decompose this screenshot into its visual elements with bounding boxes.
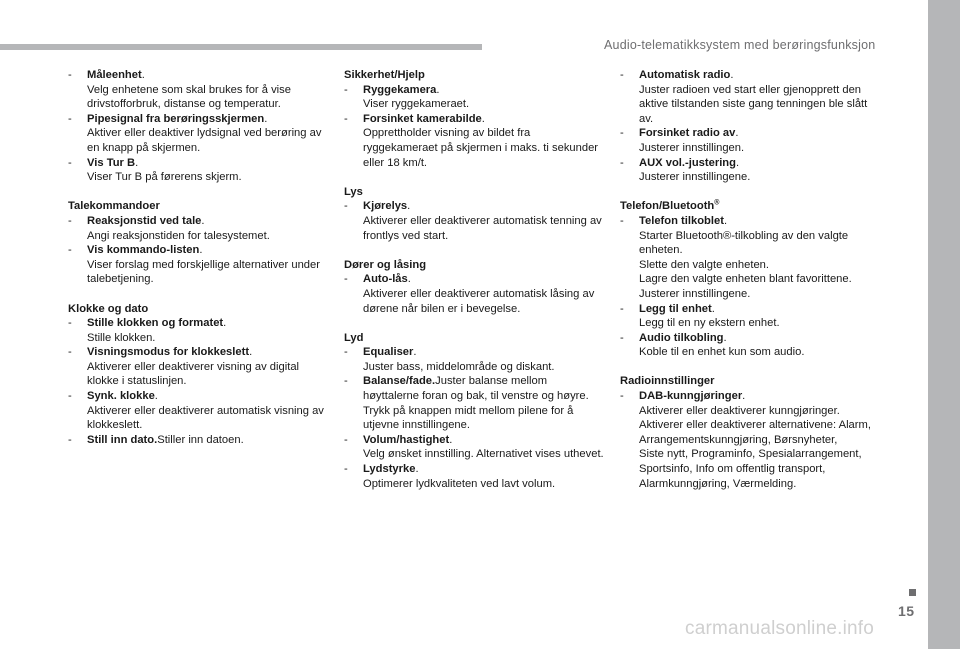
setting-item-description: Siste nytt, Programinfo, Spesialarrangement, (639, 448, 862, 461)
setting-item-suffix: . (415, 463, 419, 476)
bullet-dash: - (68, 244, 72, 257)
settings-section (344, 258, 610, 316)
bullet-dash: - (344, 200, 348, 213)
bullet-dash: - (68, 156, 72, 169)
settings-section (344, 68, 610, 170)
setting-item-title: Equaliser (363, 346, 414, 359)
setting-item-title: Ryggekamera (363, 83, 437, 96)
setting-item-suffix: . (711, 302, 715, 315)
setting-item-description: Opprettholder visning av bildet fra (363, 127, 531, 140)
setting-item-description: ryggekameraet på skjermen i maks. ti sekunder (363, 141, 599, 154)
setting-item-title: Balanse/fade. (363, 375, 436, 388)
setting-item (68, 345, 333, 389)
setting-item-title: Still inn dato. (87, 433, 158, 446)
setting-item-heading (639, 214, 888, 229)
setting-item-description: Aktiverer eller deaktiverer automatisk visning av (87, 404, 324, 417)
setting-item (344, 433, 610, 462)
setting-item-heading (87, 389, 333, 404)
section-title (344, 331, 610, 346)
setting-item-title: AUX vol.-justering (639, 156, 736, 169)
setting-item-description: drivstofforbruk, distanse og temperatur. (87, 98, 281, 111)
bullet-dash: - (344, 433, 348, 446)
settings-section (68, 199, 333, 287)
setting-item-title: Volum/hastighet (363, 433, 450, 446)
setting-item-heading (639, 331, 888, 346)
setting-item-suffix: . (407, 200, 411, 213)
setting-item-title: Telefon tilkoblet (639, 214, 724, 227)
column-1 (68, 68, 333, 462)
setting-item-description: talebetjening. (87, 273, 154, 286)
setting-item (344, 374, 610, 432)
bullet-dash: - (344, 112, 348, 125)
setting-item-description: Legg til en ny ekstern enhet. (639, 317, 780, 330)
setting-item-heading (87, 345, 333, 360)
setting-item-title: Vis kommando-listen (87, 244, 200, 257)
bullet-dash: - (68, 69, 72, 81)
setting-item-suffix: . (449, 433, 453, 446)
setting-item-suffix: . (407, 273, 411, 286)
setting-item-description: Stille klokken. (87, 331, 156, 344)
setting-item (620, 126, 888, 155)
setting-item (68, 112, 333, 156)
settings-section (68, 68, 333, 185)
setting-item-suffix: Stiller inn datoen. (157, 433, 244, 446)
setting-item-description: aktive tilstanden siste gang tenningen ble slått (639, 98, 868, 111)
setting-item-description: Aktiverer eller deaktiverer automatisk låsing av (363, 287, 595, 300)
setting-item (344, 112, 610, 170)
column-3 (620, 68, 888, 506)
setting-item-description: Aktiverer eller deaktiverer visning av digital (87, 360, 300, 373)
setting-item-heading (87, 112, 333, 127)
setting-item-title: Forsinket radio av (639, 127, 736, 140)
setting-item-description: Juster radioen ved start eller gjenopprett den (639, 83, 862, 96)
setting-item-heading (363, 112, 610, 127)
setting-item-suffix: . (141, 69, 145, 81)
section-title-text: Lyd (344, 331, 364, 344)
setting-item-description: frontlys ved start. (363, 229, 449, 242)
setting-item-suffix: . (723, 331, 727, 344)
setting-item (68, 243, 333, 287)
setting-item (344, 462, 610, 491)
setting-item-description: Velg ønsket innstilling. Alternativet vises uthevet. (363, 448, 604, 461)
setting-item (620, 331, 888, 360)
setting-item-heading (363, 374, 610, 389)
bullet-dash: - (344, 375, 348, 388)
setting-item-description: Sportsinfo, Info om offentlig transport, (639, 463, 826, 476)
setting-item-description: Angi reaksjonstiden for talesystemet. (87, 229, 270, 242)
setting-item-title: Auto-lås (363, 273, 408, 286)
setting-item-heading (639, 126, 888, 141)
setting-item-description: Justerer innstillingene. (639, 171, 751, 184)
setting-item-suffix: . (135, 156, 139, 169)
bullet-dash: - (620, 69, 624, 81)
setting-item-description: av. (639, 112, 654, 125)
setting-item-suffix: Juster balanse mellom (435, 375, 548, 388)
setting-item-heading (363, 272, 610, 287)
setting-item-suffix: . (413, 346, 417, 359)
setting-item (344, 83, 610, 112)
setting-item-description: enheten. (639, 244, 683, 257)
setting-item-description: Justerer innstillingen. (639, 141, 745, 154)
section-title (68, 302, 333, 317)
setting-item-description: Viser Tur B på førerens skjerm. (87, 171, 242, 184)
bullet-dash: - (620, 390, 624, 403)
setting-item-description: Viser ryggekameraet. (363, 98, 470, 111)
setting-item-suffix: . (735, 127, 739, 140)
section-title-text: Talekommandoer (68, 200, 160, 213)
setting-item (344, 272, 610, 316)
setting-item-description: eller 18 km/t. (363, 156, 428, 169)
setting-item-description: Justerer innstillingene. (639, 287, 751, 300)
bullet-dash: - (68, 317, 72, 330)
bullet-dash: - (620, 214, 624, 227)
setting-item-heading (363, 345, 610, 360)
setting-item (344, 199, 610, 243)
settings-section (620, 199, 888, 360)
section-title-text: Radioinnstillinger (620, 375, 715, 388)
setting-item-heading (363, 462, 610, 477)
setting-item-heading (639, 156, 888, 171)
setting-item-description: høyttalerne foran og bak, til venstre og høyre. (363, 390, 589, 403)
setting-item (620, 214, 888, 302)
setting-item-title: Forsinket kamerabilde (363, 112, 482, 125)
section-title-text: Dører og låsing (344, 258, 427, 271)
setting-item (620, 68, 888, 126)
setting-item-title: Reaksjonstid ved tale (87, 214, 202, 227)
setting-item-description: Trykk på knappen midt mellom pilene for å (363, 404, 574, 417)
bullet-dash: - (344, 273, 348, 286)
page-number: 15 (898, 603, 915, 619)
setting-item (68, 433, 333, 448)
section-title (344, 185, 610, 200)
setting-item-title: Automatisk radio (639, 69, 731, 81)
bullet-dash: - (620, 127, 624, 140)
setting-item-heading (639, 389, 888, 404)
setting-item-heading (87, 433, 333, 448)
section-title (68, 199, 333, 214)
settings-section (68, 302, 333, 448)
setting-item-description: klokkeslett. (87, 419, 143, 432)
setting-item-description: dørene når bilen er i bevegelse. (363, 302, 521, 315)
setting-item-description: Viser forslag med forskjellige alternativer under (87, 258, 320, 271)
bullet-dash: - (68, 112, 72, 125)
setting-item (620, 389, 888, 491)
setting-item-heading (87, 243, 333, 258)
setting-item-description: Alarmkunngjøring, Værmelding. (639, 477, 797, 490)
setting-item-suffix: . (723, 214, 728, 227)
watermark: carmanualsonline.info (685, 618, 875, 639)
setting-item-suffix: . (249, 346, 253, 359)
setting-item-description: Aktiverer eller deaktiverer kunngjøringer. (639, 404, 840, 417)
section-title-text: Sikkerhet/Hjelp (344, 69, 425, 81)
setting-item-description: en knapp på skjermen. (87, 141, 201, 154)
setting-item-title: Visningsmodus for klokkeslett (87, 346, 250, 359)
column-2 (344, 68, 610, 506)
section-title (344, 68, 610, 83)
registered-mark: ® (714, 199, 720, 207)
setting-item-title: DAB-kunngjøringer (639, 390, 743, 403)
setting-item (68, 156, 333, 185)
setting-item-suffix: . (481, 112, 485, 125)
settings-section (344, 331, 610, 492)
setting-item-description: Arrangementskunngjøring, Børsnyheter, (639, 433, 838, 446)
setting-item-suffix: . (742, 390, 746, 403)
bullet-dash: - (344, 463, 348, 476)
section-title-text: Telefon/Bluetooth (620, 200, 715, 213)
settings-section (344, 185, 610, 243)
bullet-dash: - (620, 302, 624, 315)
setting-item-description: Aktiver eller deaktiver lydsignal ved berøring av (87, 127, 322, 140)
setting-item-description: Velg enhetene som skal brukes for å vise (87, 83, 291, 96)
setting-item-heading (87, 316, 333, 331)
setting-item-description: Aktiverer eller deaktiverer alternativene: Alarm, (639, 419, 871, 432)
setting-item-description: Optimerer lydkvaliteten ved lavt volum. (363, 477, 556, 490)
section-title-text: Klokke og dato (68, 302, 149, 315)
setting-item-title: Kjørelys (363, 200, 408, 213)
section-title-text: Lys (344, 185, 363, 198)
settings-section (620, 68, 888, 185)
bullet-dash: - (68, 346, 72, 359)
setting-item-title: Vis Tur B (87, 156, 136, 169)
setting-item-description: Lagre den valgte enheten blant favorittene. (639, 273, 852, 286)
bullet-dash: - (344, 83, 348, 96)
setting-item-description: Starter Bluetooth®-tilkobling av den valgte (639, 229, 849, 242)
setting-item-description: Juster bass, middelområde og diskant. (363, 360, 555, 373)
setting-item-title: Måleenhet (87, 69, 142, 81)
bullet-dash: - (620, 331, 624, 344)
setting-item-suffix: . (199, 244, 203, 257)
setting-item-suffix: . (154, 390, 158, 403)
setting-item-description: utjevne innstillingene. (363, 419, 470, 432)
setting-item (620, 302, 888, 331)
setting-item-suffix: . (223, 317, 227, 330)
setting-item (344, 345, 610, 374)
side-tab (928, 0, 960, 649)
setting-item-description: Koble til en enhet kun som audio. (639, 346, 805, 359)
setting-item-description: klokke i statuslinjen. (87, 375, 187, 388)
setting-item (68, 389, 333, 433)
bullet-dash: - (620, 156, 624, 169)
settings-section (620, 374, 888, 491)
setting-item-title: Legg til enhet (639, 302, 712, 315)
setting-item (68, 68, 333, 112)
setting-item-suffix: . (730, 69, 734, 81)
setting-item-description: Aktiverer eller deaktiverer automatisk tenning av (363, 214, 602, 227)
setting-item-suffix: . (436, 83, 440, 96)
setting-item-suffix: . (735, 156, 740, 169)
bullet-dash: - (68, 390, 72, 403)
setting-item (68, 214, 333, 243)
setting-item (68, 316, 333, 345)
header-bar (0, 44, 482, 50)
setting-item-title: Pipesignal fra berøringsskjermen (87, 112, 265, 125)
section-title (620, 199, 888, 214)
bullet-dash: - (68, 214, 72, 227)
section-title (344, 258, 610, 273)
continue-square-icon (909, 589, 916, 596)
setting-item-heading (87, 156, 333, 171)
page-header-title: Audio-telematikksystem med berøringsfunksjon (604, 38, 876, 52)
setting-item-title: Audio tilkobling (639, 331, 724, 344)
bullet-dash: - (344, 346, 348, 359)
setting-item-title: Stille klokken og formatet (87, 317, 224, 330)
setting-item-heading (639, 302, 888, 317)
section-title (620, 374, 888, 389)
setting-item-description: Slette den valgte enheten. (639, 258, 770, 271)
setting-item-heading (87, 214, 333, 229)
setting-item (620, 156, 888, 185)
bullet-dash: - (68, 433, 72, 446)
setting-item-suffix: . (201, 214, 205, 227)
setting-item-heading (363, 433, 610, 448)
setting-item-title: Lydstyrke (363, 463, 416, 476)
setting-item-suffix: . (264, 112, 268, 125)
setting-item-heading (363, 199, 610, 214)
setting-item-heading (363, 83, 610, 98)
setting-item-heading (639, 68, 888, 83)
setting-item-heading (87, 68, 333, 83)
setting-item-title: Synk. klokke (87, 390, 155, 403)
